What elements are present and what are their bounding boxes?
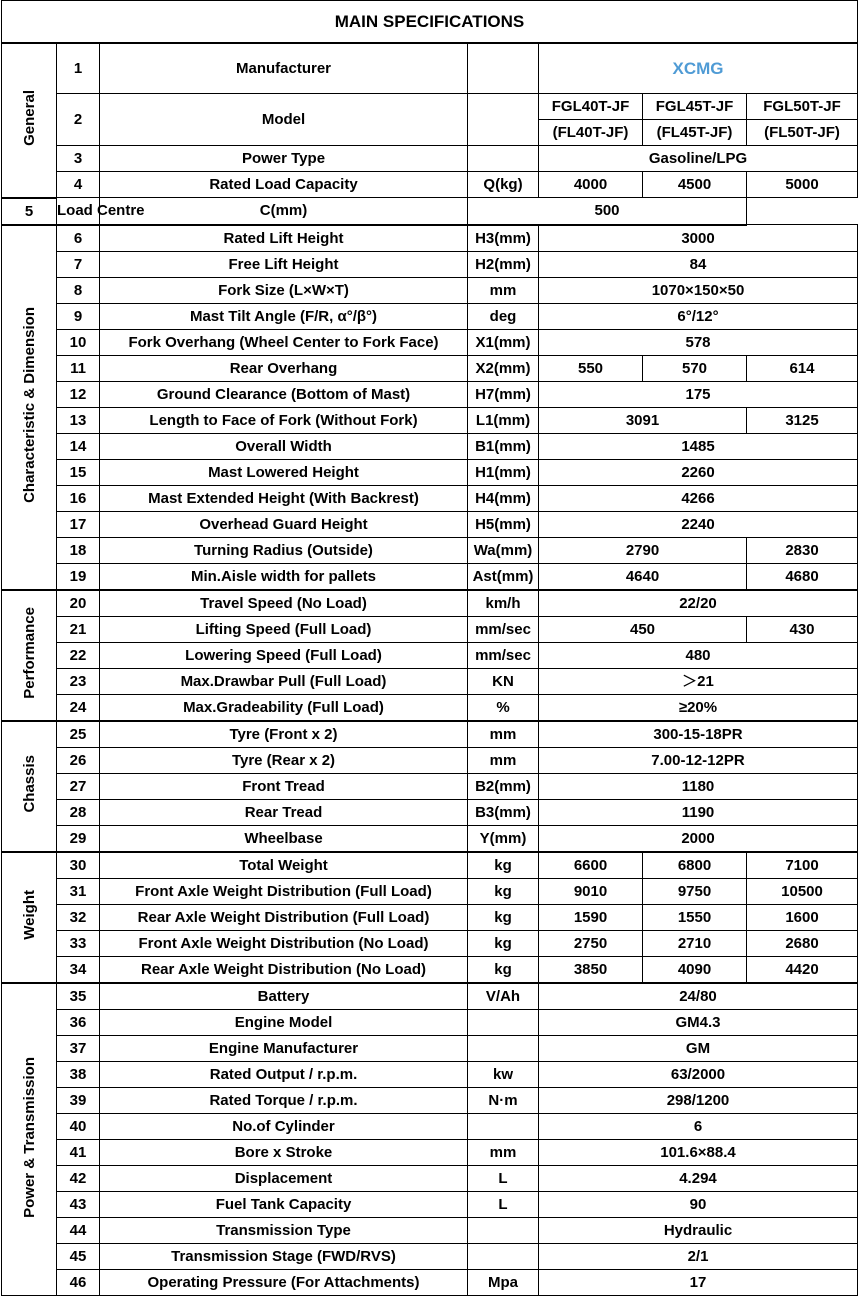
row-number: 40 xyxy=(57,1113,100,1139)
unit-cell: Wa(mm) xyxy=(468,537,539,563)
unit-cell: Ast(mm) xyxy=(468,563,539,590)
unit-cell: N·m xyxy=(468,1087,539,1113)
value-cell: GM xyxy=(539,1035,858,1061)
value-cell: 2000 xyxy=(539,825,858,852)
row-number: 34 xyxy=(57,956,100,983)
item-name: Lifting Speed (Full Load) xyxy=(100,616,468,642)
value-cell: 1190 xyxy=(539,799,858,825)
item-name: No.of Cylinder xyxy=(100,1113,468,1139)
spec-row xyxy=(2,852,858,879)
row-number: 27 xyxy=(57,773,100,799)
spec-row xyxy=(2,1035,858,1061)
item-name: Front Axle Weight Distribution (Full Load) xyxy=(100,878,468,904)
value-cell: 6600 xyxy=(539,852,643,879)
item-name: Mast Extended Height (With Backrest) xyxy=(100,485,468,511)
unit-cell xyxy=(468,1009,539,1035)
value-cell: 2240 xyxy=(539,511,858,537)
unit-cell: mm xyxy=(468,277,539,303)
unit-cell: kg xyxy=(468,904,539,930)
spec-row xyxy=(2,590,858,617)
value-cell: 3850 xyxy=(539,956,643,983)
model-subname: (FL50T-JF) xyxy=(747,120,858,146)
title-row xyxy=(2,1,858,44)
value-cell: 9750 xyxy=(643,878,747,904)
value-cell: 7.00-12-12PR xyxy=(539,747,858,773)
item-name: Fork Overhang (Wheel Center to Fork Face) xyxy=(100,329,468,355)
unit-cell: H2(mm) xyxy=(468,251,539,277)
row-number: 42 xyxy=(57,1165,100,1191)
unit-cell: mm xyxy=(468,747,539,773)
unit-cell: H3(mm) xyxy=(468,225,539,252)
row-number: 15 xyxy=(57,459,100,485)
value-cell: 4420 xyxy=(747,956,858,983)
spec-row xyxy=(2,1165,858,1191)
value-cell: GM4.3 xyxy=(539,1009,858,1035)
unit-cell: H1(mm) xyxy=(468,459,539,485)
row-number: 9 xyxy=(57,303,100,329)
row-number: 1 xyxy=(57,43,100,94)
value-cell: 84 xyxy=(539,251,858,277)
row-number: 31 xyxy=(57,878,100,904)
unit-cell xyxy=(468,1113,539,1139)
value-cell: 298/1200 xyxy=(539,1087,858,1113)
item-name: Tyre (Front x 2) xyxy=(100,721,468,748)
value-cell: 480 xyxy=(539,642,858,668)
value-cell: 24/80 xyxy=(539,983,858,1010)
item-name: Engine Manufacturer xyxy=(100,1035,468,1061)
value-cell: 6°/12° xyxy=(539,303,858,329)
value-cell: 7100 xyxy=(747,852,858,879)
item-name: Max.Gradeability (Full Load) xyxy=(100,694,468,721)
value-cell: 1590 xyxy=(539,904,643,930)
spec-row xyxy=(2,303,858,329)
spec-row xyxy=(2,537,858,563)
group-label-text: Chassis xyxy=(20,755,38,813)
unit-cell: L1(mm) xyxy=(468,407,539,433)
value-cell: 1070×150×50 xyxy=(539,277,858,303)
row-number: 19 xyxy=(57,563,100,590)
spec-row xyxy=(2,459,858,485)
row-number: 30 xyxy=(57,852,100,879)
value-cell: 2830 xyxy=(747,537,858,563)
unit-cell xyxy=(468,94,539,146)
item-name: Power Type xyxy=(100,146,468,172)
value-cell: 2260 xyxy=(539,459,858,485)
row-number: 22 xyxy=(57,642,100,668)
value-cell: 1600 xyxy=(747,904,858,930)
group-label-performance xyxy=(2,590,57,721)
unit-cell: kg xyxy=(468,956,539,983)
spec-row xyxy=(2,983,858,1010)
value-cell: 2/1 xyxy=(539,1243,858,1269)
row-number: 4 xyxy=(57,172,100,198)
unit-cell: mm/sec xyxy=(468,642,539,668)
item-name: Min.Aisle width for pallets xyxy=(100,563,468,590)
spec-body xyxy=(2,1,858,1296)
item-name: Max.Drawbar Pull (Full Load) xyxy=(100,668,468,694)
value-cell: 63/2000 xyxy=(539,1061,858,1087)
row-number: 3 xyxy=(57,146,100,172)
item-name: Rated Lift Height xyxy=(100,225,468,252)
item-name: Travel Speed (No Load) xyxy=(100,590,468,617)
item-name: Ground Clearance (Bottom of Mast) xyxy=(100,381,468,407)
group-label-chassis xyxy=(2,721,57,852)
value-cell: ≥20% xyxy=(539,694,858,721)
row-number: 17 xyxy=(57,511,100,537)
model-subname: (FL40T-JF) xyxy=(539,120,643,146)
row-number: 14 xyxy=(57,433,100,459)
spec-row xyxy=(2,694,858,721)
row-number: 25 xyxy=(57,721,100,748)
spec-row xyxy=(2,721,858,748)
group-label-text: General xyxy=(20,90,38,147)
spec-row xyxy=(2,225,858,252)
row-number: 18 xyxy=(57,537,100,563)
item-name: Lowering Speed (Full Load) xyxy=(100,642,468,668)
unit-cell: mm/sec xyxy=(468,616,539,642)
value-cell: 6800 xyxy=(643,852,747,879)
unit-cell: mm xyxy=(468,1139,539,1165)
value-cell: 1550 xyxy=(643,904,747,930)
value-cell: 578 xyxy=(539,329,858,355)
spec-row xyxy=(2,277,858,303)
unit-cell: kw xyxy=(468,1061,539,1087)
spec-row xyxy=(2,1061,858,1087)
spec-row xyxy=(2,904,858,930)
unit-cell: B2(mm) xyxy=(468,773,539,799)
page-title: MAIN SPECIFICATIONS xyxy=(2,1,858,44)
spec-row xyxy=(2,563,858,590)
model-name: FGL45T-JF xyxy=(643,94,747,120)
row-number: 16 xyxy=(57,485,100,511)
spec-row xyxy=(2,381,858,407)
value-cell: 3091 xyxy=(539,407,747,433)
value-cell: 17 xyxy=(539,1269,858,1295)
group-label-power xyxy=(2,983,57,1296)
value-cell: 570 xyxy=(643,355,747,381)
value-cell: Gasoline/LPG xyxy=(539,146,858,172)
spec-row xyxy=(2,172,858,198)
item-name: Overall Width xyxy=(100,433,468,459)
item-name: Bore x Stroke xyxy=(100,1139,468,1165)
row-number: 26 xyxy=(57,747,100,773)
spec-row xyxy=(2,773,858,799)
item-name: Mast Tilt Angle (F/R, α°/β°) xyxy=(100,303,468,329)
value-cell: 101.6×88.4 xyxy=(539,1139,858,1165)
unit-cell: V/Ah xyxy=(468,983,539,1010)
item-name: Model xyxy=(100,94,468,146)
row-number: 38 xyxy=(57,1061,100,1087)
unit-cell: B3(mm) xyxy=(468,799,539,825)
row-number: 23 xyxy=(57,668,100,694)
row-number: 43 xyxy=(57,1191,100,1217)
spec-row xyxy=(2,511,858,537)
item-name: Transmission Type xyxy=(100,1217,468,1243)
group-label-text: Power & Transmission xyxy=(20,1056,38,1218)
row-number: 41 xyxy=(57,1139,100,1165)
item-name: Turning Radius (Outside) xyxy=(100,537,468,563)
value-cell: 430 xyxy=(747,616,858,642)
spec-row xyxy=(2,1243,858,1269)
spec-row xyxy=(2,956,858,983)
row-number: 13 xyxy=(57,407,100,433)
item-name: Mast Lowered Height xyxy=(100,459,468,485)
spec-row xyxy=(2,930,858,956)
item-name: Fuel Tank Capacity xyxy=(100,1191,468,1217)
spec-row xyxy=(2,616,858,642)
value-cell: 4640 xyxy=(539,563,747,590)
spec-row xyxy=(2,1191,858,1217)
item-name: Transmission Stage (FWD/RVS) xyxy=(100,1243,468,1269)
item-name: Front Axle Weight Distribution (No Load) xyxy=(100,930,468,956)
unit-cell: C(mm) xyxy=(100,198,468,225)
spec-row xyxy=(2,747,858,773)
value-cell: 2750 xyxy=(539,930,643,956)
value-cell: 5000 xyxy=(747,172,858,198)
row-number: 12 xyxy=(57,381,100,407)
row-number: 29 xyxy=(57,825,100,852)
spec-row xyxy=(2,43,858,94)
value-cell: 2680 xyxy=(747,930,858,956)
spec-row xyxy=(2,433,858,459)
unit-cell xyxy=(468,1035,539,1061)
item-name: Tyre (Rear x 2) xyxy=(100,747,468,773)
unit-cell: deg xyxy=(468,303,539,329)
spec-row xyxy=(2,1139,858,1165)
value-cell: 3125 xyxy=(747,407,858,433)
value-cell: 2790 xyxy=(539,537,747,563)
spec-row xyxy=(2,355,858,381)
value-cell: Hydraulic xyxy=(539,1217,858,1243)
row-number: 46 xyxy=(57,1269,100,1295)
value-cell: 300-15-18PR xyxy=(539,721,858,748)
unit-cell: X1(mm) xyxy=(468,329,539,355)
item-name: Front Tread xyxy=(100,773,468,799)
value-cell: 10500 xyxy=(747,878,858,904)
value-cell: 22/20 xyxy=(539,590,858,617)
row-number: 45 xyxy=(57,1243,100,1269)
spec-row xyxy=(2,146,858,172)
item-name: Rear Overhang xyxy=(100,355,468,381)
row-number: 24 xyxy=(57,694,100,721)
unit-cell: B1(mm) xyxy=(468,433,539,459)
value-cell: 450 xyxy=(539,616,747,642)
unit-cell: L xyxy=(468,1191,539,1217)
value-cell: 9010 xyxy=(539,878,643,904)
item-name: Rated Load Capacity xyxy=(100,172,468,198)
item-name: Rear Axle Weight Distribution (No Load) xyxy=(100,956,468,983)
spec-row xyxy=(2,799,858,825)
row-number: 11 xyxy=(57,355,100,381)
value-cell: 4000 xyxy=(539,172,643,198)
value-cell: 4.294 xyxy=(539,1165,858,1191)
spec-row xyxy=(2,485,858,511)
value-cell: 614 xyxy=(747,355,858,381)
unit-cell: % xyxy=(468,694,539,721)
unit-cell: Q(kg) xyxy=(468,172,539,198)
row-number: 39 xyxy=(57,1087,100,1113)
group-label-text: Weight xyxy=(20,890,38,940)
unit-cell: mm xyxy=(468,721,539,748)
model-name: FGL40T-JF xyxy=(539,94,643,120)
row-number: 35 xyxy=(57,983,100,1010)
value-cell: 3000 xyxy=(539,225,858,252)
unit-cell: X2(mm) xyxy=(468,355,539,381)
item-name: Load Centre xyxy=(57,198,100,225)
item-name: Displacement xyxy=(100,1165,468,1191)
spec-row xyxy=(2,1087,858,1113)
row-number: 5 xyxy=(2,198,57,225)
value-cell: 90 xyxy=(539,1191,858,1217)
unit-cell: kg xyxy=(468,878,539,904)
spec-row xyxy=(2,1009,858,1035)
item-name: Rear Axle Weight Distribution (Full Load) xyxy=(100,904,468,930)
item-name: Rear Tread xyxy=(100,799,468,825)
spec-row xyxy=(2,668,858,694)
item-name: Rated Torque / r.p.m. xyxy=(100,1087,468,1113)
row-number: 28 xyxy=(57,799,100,825)
group-label-general xyxy=(2,43,57,198)
row-number: 10 xyxy=(57,329,100,355)
item-name: Total Weight xyxy=(100,852,468,879)
item-name: Overhead Guard Height xyxy=(100,511,468,537)
spec-row xyxy=(2,1217,858,1243)
unit-cell xyxy=(468,1243,539,1269)
group-label-text: Characteristic & Dimension xyxy=(20,307,38,503)
item-name: Operating Pressure (For Attachments) xyxy=(100,1269,468,1295)
spec-table xyxy=(1,0,858,1296)
unit-cell: Mpa xyxy=(468,1269,539,1295)
value-cell: 4500 xyxy=(643,172,747,198)
value-cell: 1485 xyxy=(539,433,858,459)
unit-cell: kg xyxy=(468,852,539,879)
spec-row xyxy=(2,1269,858,1295)
value-cell: 4680 xyxy=(747,563,858,590)
unit-cell xyxy=(468,1217,539,1243)
group-label-text: Performance xyxy=(20,607,38,699)
unit-cell xyxy=(468,146,539,172)
group-label-weight xyxy=(2,852,57,983)
unit-cell: L xyxy=(468,1165,539,1191)
value-cell: 6 xyxy=(539,1113,858,1139)
value-cell: 2710 xyxy=(643,930,747,956)
unit-cell: km/h xyxy=(468,590,539,617)
unit-cell: H5(mm) xyxy=(468,511,539,537)
row-number: 7 xyxy=(57,251,100,277)
item-name: Engine Model xyxy=(100,1009,468,1035)
row-number: 33 xyxy=(57,930,100,956)
item-name: Length to Face of Fork (Without Fork) xyxy=(100,407,468,433)
unit-cell: kg xyxy=(468,930,539,956)
row-number: 6 xyxy=(57,225,100,252)
item-name: Rated Output / r.p.m. xyxy=(100,1061,468,1087)
spec-row xyxy=(2,198,858,225)
value-cell: 500 xyxy=(468,198,747,225)
group-label-characteristic xyxy=(2,225,57,590)
value-cell: 175 xyxy=(539,381,858,407)
value-cell: 1180 xyxy=(539,773,858,799)
row-number: 2 xyxy=(57,94,100,146)
row-number: 8 xyxy=(57,277,100,303)
unit-cell: Y(mm) xyxy=(468,825,539,852)
spec-row xyxy=(2,94,858,120)
unit-cell: H7(mm) xyxy=(468,381,539,407)
spec-row xyxy=(2,825,858,852)
spec-row xyxy=(2,251,858,277)
item-name: Fork Size (L×W×T) xyxy=(100,277,468,303)
item-name: Wheelbase xyxy=(100,825,468,852)
item-name: Battery xyxy=(100,983,468,1010)
spec-row xyxy=(2,642,858,668)
unit-cell: KN xyxy=(468,668,539,694)
row-number: 20 xyxy=(57,590,100,617)
model-name: FGL50T-JF xyxy=(747,94,858,120)
value-cell: 4090 xyxy=(643,956,747,983)
row-number: 32 xyxy=(57,904,100,930)
manufacturer-value: XCMG xyxy=(539,43,858,94)
spec-row xyxy=(2,878,858,904)
model-subname: (FL45T-JF) xyxy=(643,120,747,146)
row-number: 36 xyxy=(57,1009,100,1035)
row-number: 44 xyxy=(57,1217,100,1243)
spec-row xyxy=(2,1113,858,1139)
value-cell: ＞21 xyxy=(539,668,858,694)
unit-cell: H4(mm) xyxy=(468,485,539,511)
value-cell: 4266 xyxy=(539,485,858,511)
unit-cell xyxy=(468,43,539,94)
value-cell: 550 xyxy=(539,355,643,381)
row-number: 37 xyxy=(57,1035,100,1061)
item-name: Free Lift Height xyxy=(100,251,468,277)
spec-row xyxy=(2,329,858,355)
row-number: 21 xyxy=(57,616,100,642)
item-name: Manufacturer xyxy=(100,43,468,94)
spec-row xyxy=(2,407,858,433)
